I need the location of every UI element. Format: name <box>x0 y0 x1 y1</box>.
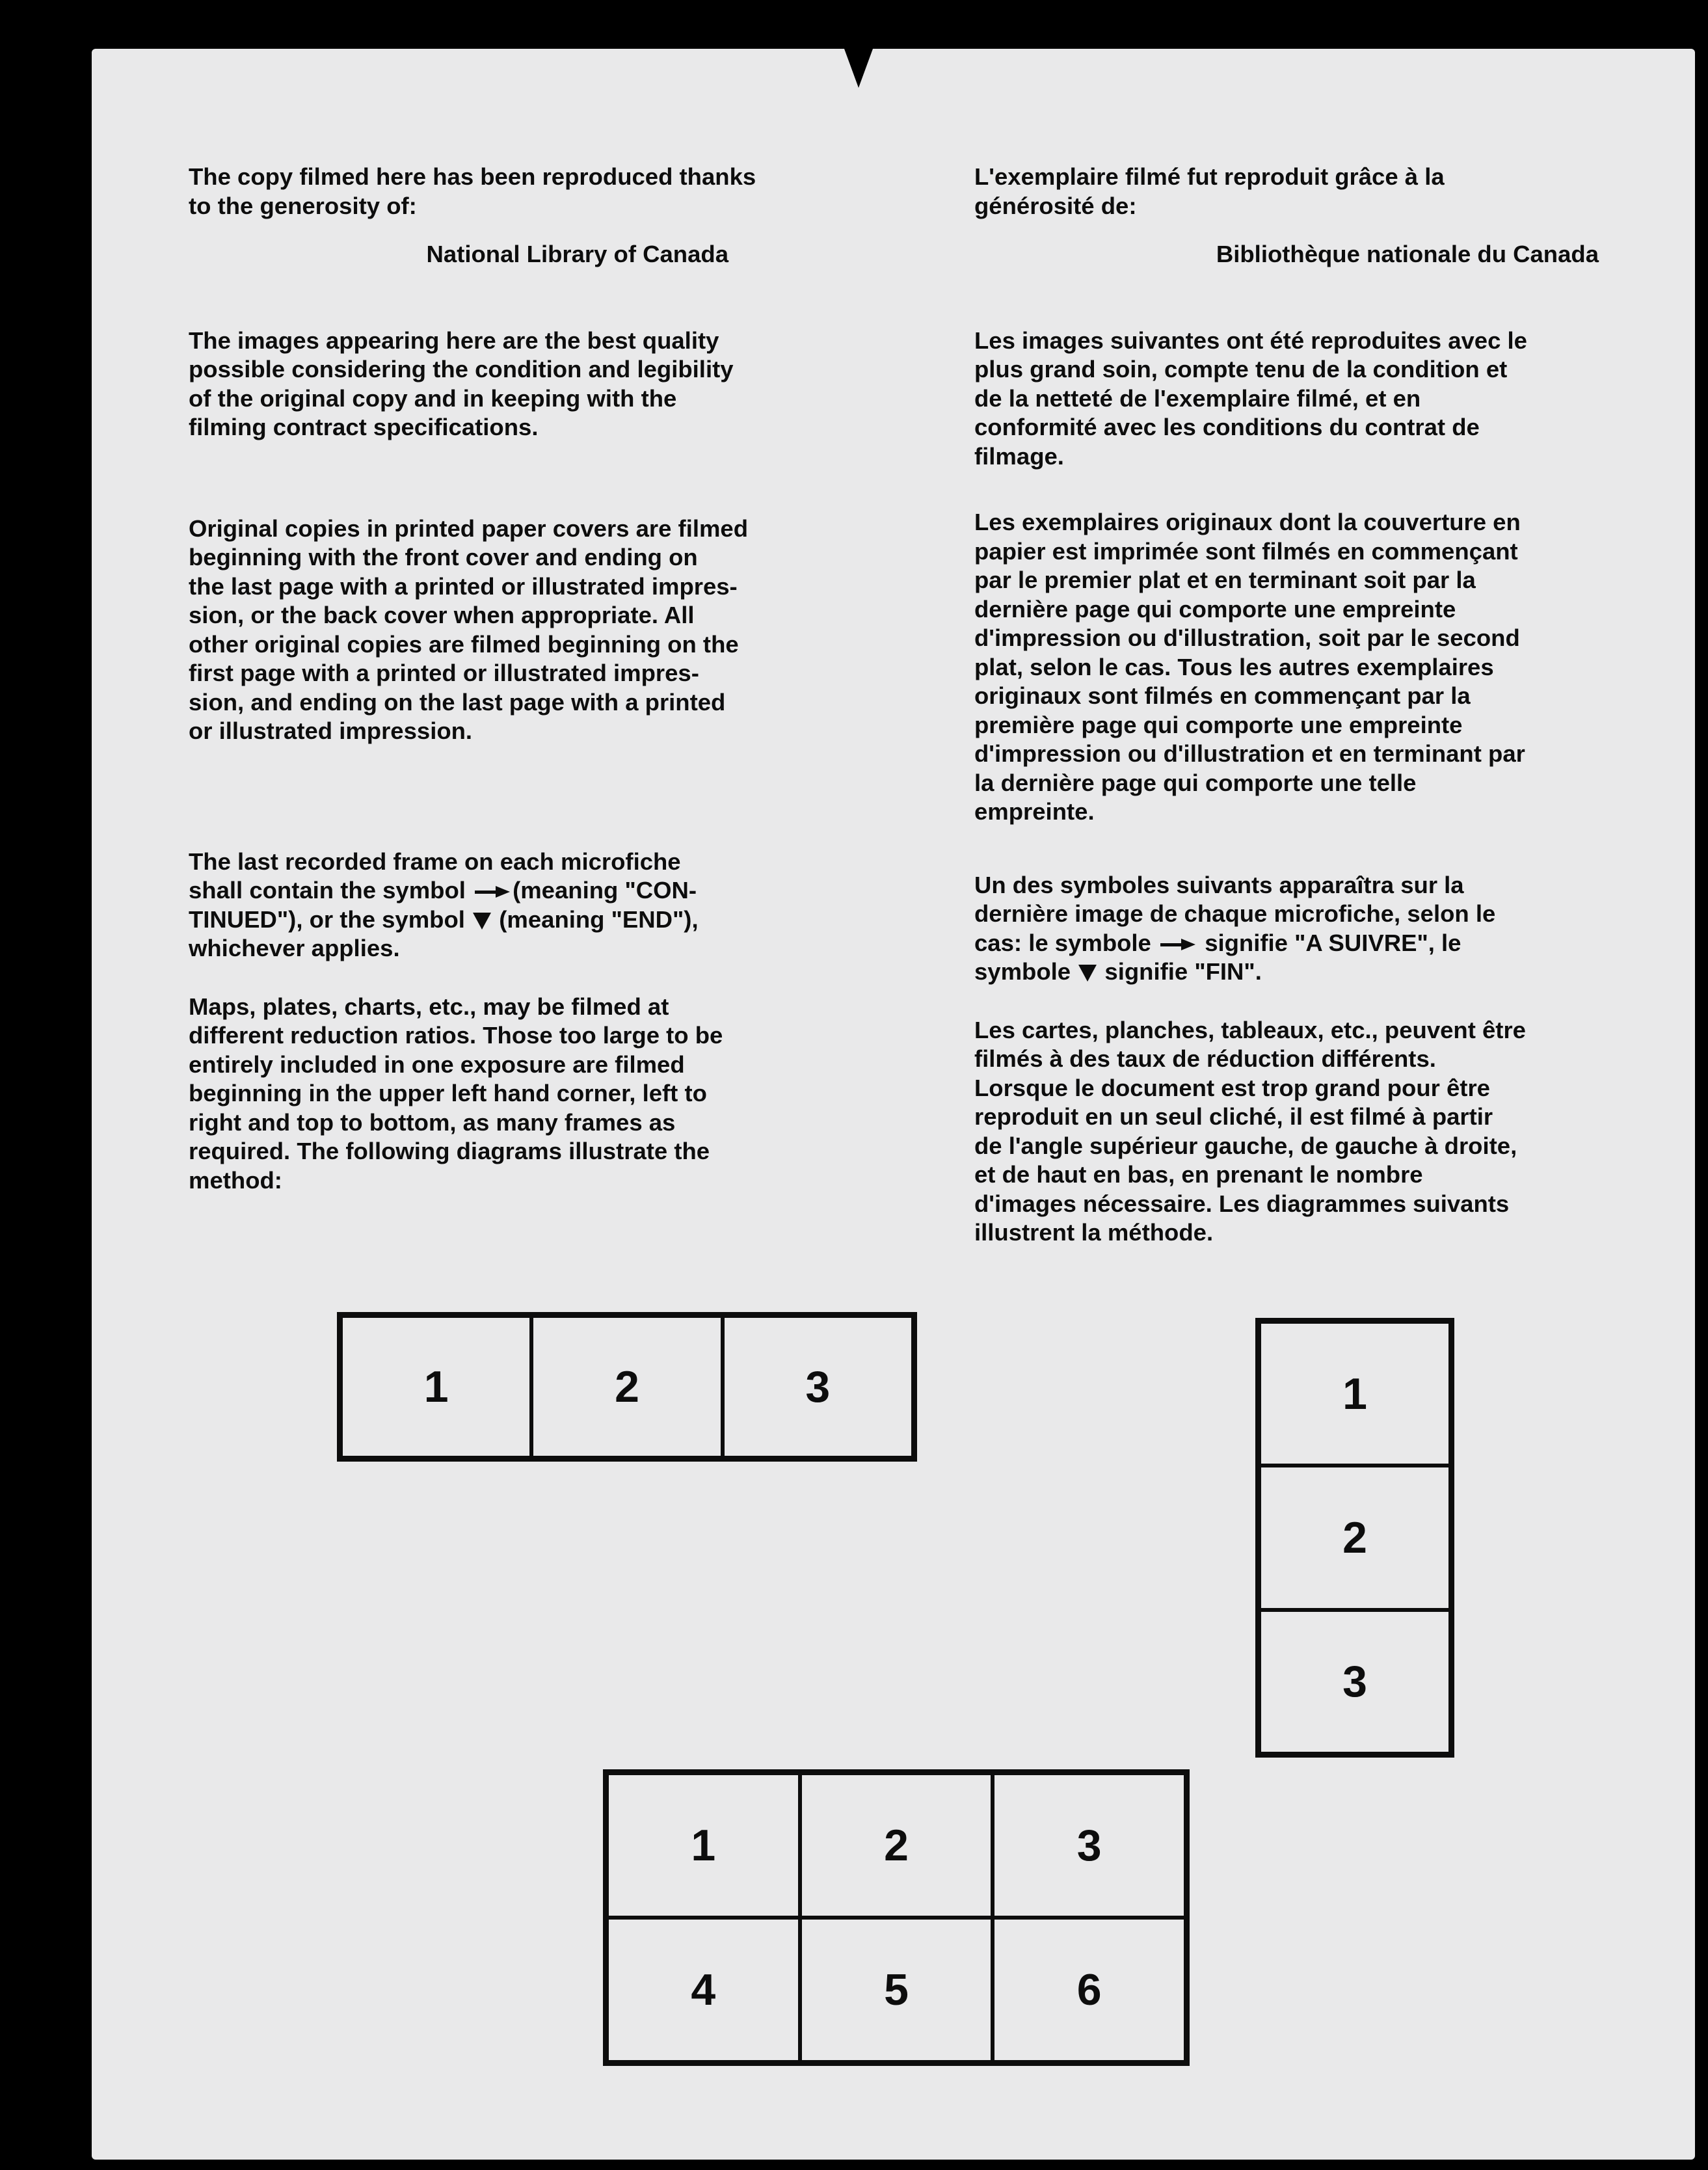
arrow-continued-icon <box>1160 939 1195 950</box>
english-intro: The copy filmed here has been reproduced thanks to the generosity of: <box>189 163 756 219</box>
french-symbols-paragraph <box>974 871 1612 987</box>
english-symbols-part-c: (meaning "END"), whichever applies. <box>189 905 699 961</box>
diagram-three-across <box>337 1312 917 1462</box>
diagram-cell: 2 <box>800 1773 993 1918</box>
english-maps-paragraph: Maps, plates, charts, etc., may be filmed at different reduction ratios. Those too large to be entirely included in one exposure are filmed beginning in the upper left hand corner, left to right and top to bottom, as many frames as required. The following diagrams illustrate the method: <box>189 993 723 1194</box>
english-column <box>189 163 852 1195</box>
french-library-name: Bibliothèque nationale du Canada <box>1216 241 1599 267</box>
diagram-cell: 3 <box>723 1316 913 1458</box>
diagram-cell: 5 <box>800 1918 993 2062</box>
english-symbols-part-a: The last recorded frame on each microfiche shall contain the symbol <box>189 848 681 904</box>
diagram-cell: 1 <box>607 1773 800 1918</box>
french-symbols-part-b: signifie "A SUIVRE", le symbole <box>974 929 1461 985</box>
french-quality-paragraph: Les images suivantes ont été reproduites avec le plus grand soin, compte tenu de la condition et de la netteté de l'exemplaire filmé, et en conformité avec les conditions du contrat de filmage. <box>974 327 1527 470</box>
french-column <box>974 163 1612 1248</box>
arrow-continued-icon <box>475 886 510 898</box>
diagram-cell: 1 <box>341 1316 531 1458</box>
diagram-cell: 1 <box>1259 1322 1450 1466</box>
triangle-end-icon <box>473 913 491 930</box>
french-symbols-part-a: Un des symboles suivants apparaîtra sur la dernière image de chaque microfiche, selon le cas: le symbole <box>974 871 1496 956</box>
french-originals-paragraph: Les exemplaires originaux dont la couverture en papier est imprimée sont filmés en commençant par le premier plat et en terminant soit par la dernière page qui comporte une empreinte d'impression ou d'illustration, soit par le second plat, selon le cas. Tous les autres exemplaires originaux sont filmés en commençant par la première page qui comporte une empreinte d'impression ou d'illustration et en terminant par la dernière page qui comporte une telle empreinte. <box>974 509 1525 825</box>
french-symbols-part-c: signifie "FIN". <box>1104 958 1262 985</box>
diagram-cell: 6 <box>993 1918 1186 2062</box>
diagram-cell: 2 <box>1259 1466 1450 1609</box>
sheet-notch <box>844 49 873 88</box>
english-originals-paragraph: Original copies in printed paper covers are filmed beginning with the front cover and ending on the last page with a printed or illustrated impres- sion, or the back cover when appropriate. All other original copies are filmed beginning on the first page with a printed or illustrated impres- sion, and ending on the last page with a printed or illustrated impression. <box>189 515 749 744</box>
triangle-end-icon <box>1078 965 1097 982</box>
french-intro: L'exemplaire filmé fut reproduit grâce à la générosité de: <box>974 163 1445 219</box>
diagram-cell: 2 <box>531 1316 722 1458</box>
diagram-cell: 3 <box>1259 1610 1450 1754</box>
diagram-cell: 3 <box>993 1773 1186 1918</box>
english-symbols-paragraph <box>189 848 852 963</box>
diagram-three-down <box>1255 1318 1454 1758</box>
diagram-six-grid <box>603 1769 1190 2066</box>
english-quality-paragraph: The images appearing here are the best quality possible considering the condition and legibility of the original copy and in keeping with the filming contract specifications. <box>189 327 734 440</box>
english-library-name: National Library of Canada <box>426 241 728 267</box>
diagram-cell: 4 <box>607 1918 800 2062</box>
english-symbols-part-b: (meaning "CON- TINUED"), or the symbol <box>189 877 697 933</box>
french-maps-paragraph: Les cartes, planches, tableaux, etc., peuvent être filmés à des taux de réduction différents. Lorsque le document est trop grand pour être reproduit en un seul cliché, il est filmé à partir de l'angle supérieur gauche, de gauche à droite, et de haut en bas, en prenant le nombre d'images nécessaire. Les diagrammes suivants illustrent la méthode. <box>974 1016 1526 1246</box>
